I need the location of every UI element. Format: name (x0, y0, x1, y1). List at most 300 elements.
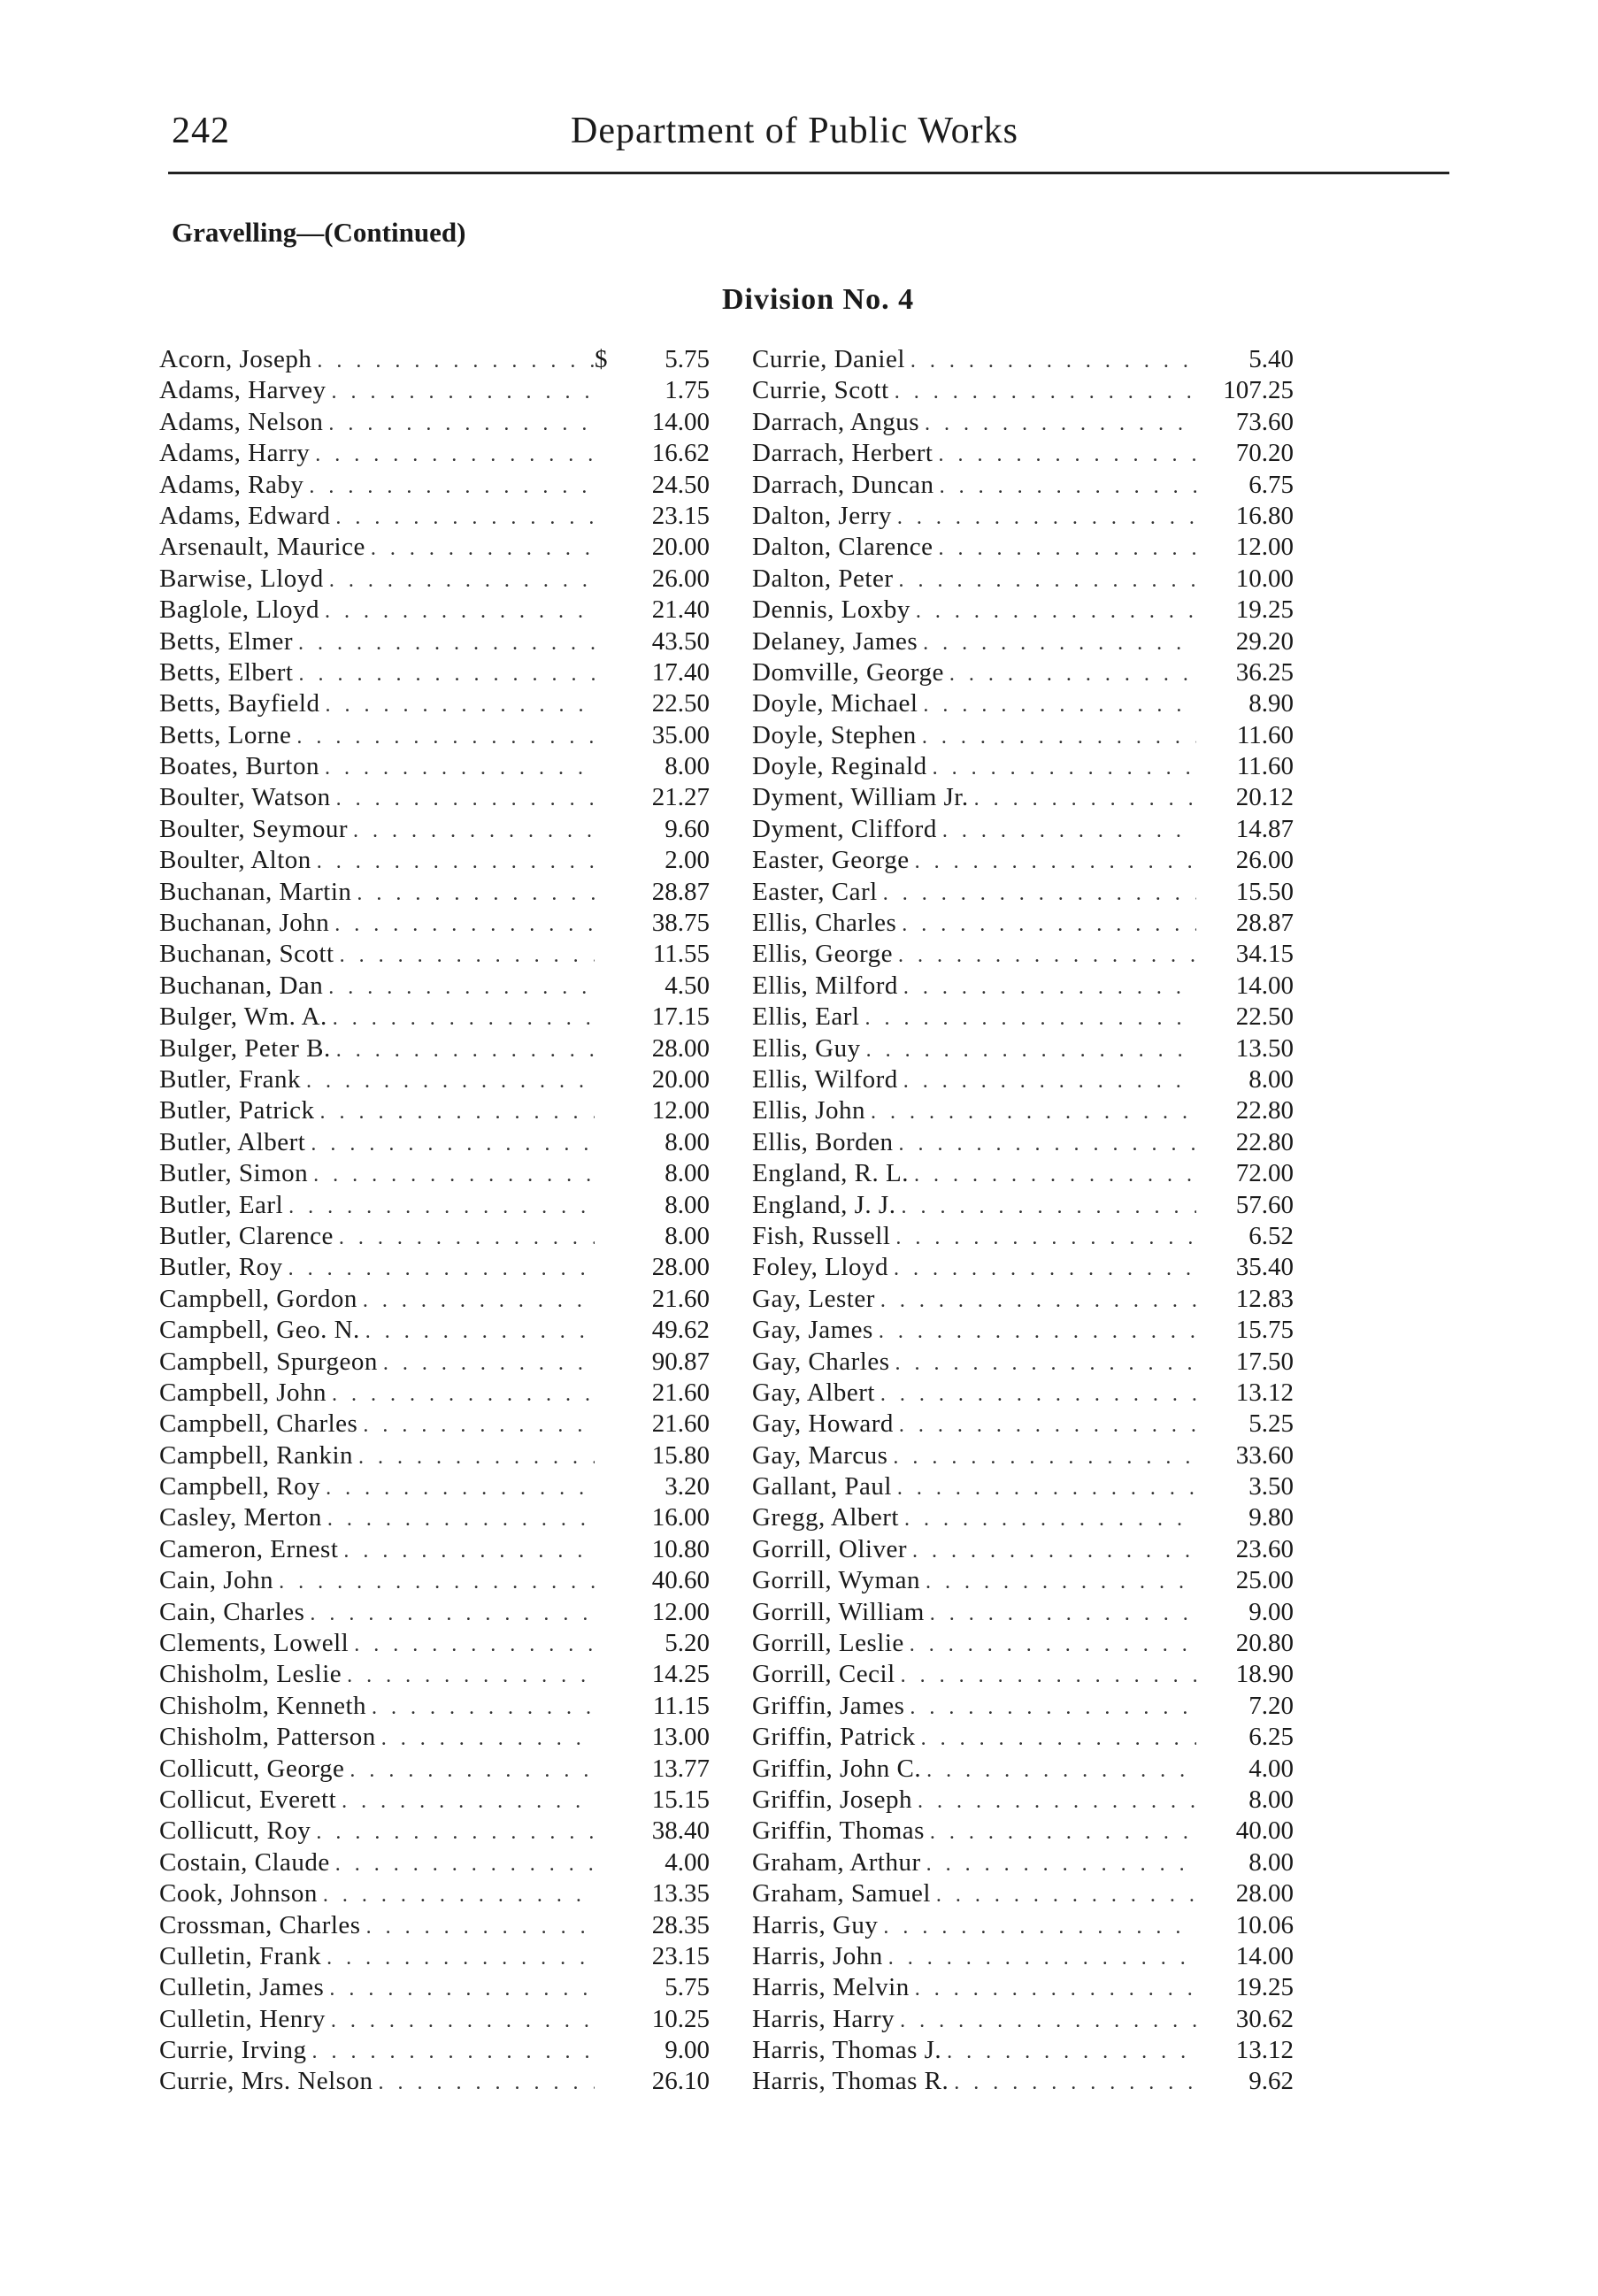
list-item (752, 1095, 1294, 1126)
list-item (752, 1190, 1294, 1221)
list-item (159, 501, 710, 532)
dot-leader (336, 1035, 595, 1066)
list-item (752, 877, 1294, 908)
payee-name: Gay, Howard (752, 1409, 894, 1439)
list-item (752, 2035, 1294, 2066)
dot-leader (378, 2068, 595, 2099)
list-item (752, 1910, 1294, 1941)
list-item (159, 438, 710, 469)
payee-name: Adams, Harvey (159, 376, 327, 405)
dot-leader (930, 1817, 1196, 1848)
payee-name: Butler, Earl (159, 1190, 284, 1219)
payee-name: Griffin, James (752, 1691, 905, 1720)
list-item (752, 845, 1294, 876)
payment-amount: 8.00 (665, 1159, 710, 1188)
list-item (752, 595, 1294, 626)
dot-leader (340, 941, 595, 971)
payee-name: Griffin, Joseph (752, 1785, 912, 1814)
payee-name: Butler, Albert (159, 1127, 306, 1156)
payment-amount: 6.52 (1248, 1221, 1294, 1250)
payment-amount: 22.80 (1235, 1127, 1294, 1156)
list-item (752, 564, 1294, 595)
dot-leader (895, 1223, 1196, 1254)
payee-name: Dyment, William Jr. (752, 783, 969, 812)
list-item (752, 1158, 1294, 1189)
payee-name: Currie, Daniel (752, 345, 905, 373)
list-item (159, 1502, 710, 1533)
list-item (159, 1471, 710, 1502)
payment-amount: 22.80 (1235, 1096, 1294, 1125)
payee-name: Harris, Thomas R. (752, 2067, 949, 2096)
payee-name: Dyment, Clifford (752, 814, 937, 843)
dot-leader (381, 1724, 595, 1755)
payment-amount: 14.00 (1235, 971, 1294, 1000)
payee-name: Campbell, Geo. N. (159, 1316, 360, 1345)
list-item (159, 1847, 710, 1878)
list-item (159, 1722, 710, 1753)
dot-leader (866, 1035, 1196, 1066)
payee-name: Betts, Elmer (159, 626, 293, 656)
dot-leader (883, 1912, 1196, 1943)
payment-amount: 16.00 (651, 1503, 710, 1532)
list-item (752, 1722, 1294, 1753)
dot-leader (336, 784, 595, 815)
payment-amount: 20.00 (651, 533, 710, 562)
dot-leader (949, 659, 1196, 690)
payee-name: Adams, Nelson (159, 407, 324, 436)
dot-leader (899, 1129, 1196, 1160)
dot-leader (904, 1504, 1196, 1535)
list-item (752, 1628, 1294, 1659)
payment-amount: 15.80 (651, 1440, 710, 1470)
list-item (752, 1502, 1294, 1533)
payee-name: Dalton, Jerry (752, 501, 892, 530)
payment-amount: 70.20 (1235, 439, 1294, 468)
payment-amount: 12.00 (1235, 533, 1294, 562)
payee-name: Dennis, Loxby (752, 595, 910, 625)
payment-amount: 14.00 (651, 407, 710, 436)
payee-name: Domville, George (752, 657, 944, 687)
list-item (752, 2066, 1294, 2097)
dot-leader (897, 503, 1196, 534)
dot-leader (936, 1880, 1196, 1911)
payee-name: Betts, Lorne (159, 720, 292, 749)
dot-leader (334, 910, 595, 941)
payee-name: Campbell, Gordon (159, 1284, 357, 1313)
payment-amount: 43.50 (651, 626, 710, 656)
payee-name: Gay, Marcus (752, 1440, 888, 1470)
dot-leader (899, 565, 1196, 596)
list-item (159, 1659, 710, 1690)
payee-name: England, J. J. (752, 1190, 896, 1219)
list-item (752, 1785, 1294, 1816)
payment-amount: 28.00 (651, 1033, 710, 1063)
payee-name: Gregg, Albert (752, 1503, 899, 1532)
payee-name: Butler, Clarence (159, 1221, 334, 1250)
dot-leader (947, 2037, 1196, 2068)
payee-name: Darrach, Herbert (752, 439, 933, 468)
payment-amount: 26.00 (1235, 846, 1294, 875)
dot-leader (317, 847, 595, 878)
payee-name: Fish, Russell (752, 1221, 891, 1250)
list-item (159, 375, 710, 406)
payee-name: Easter, George (752, 846, 910, 875)
list-item (159, 845, 710, 876)
payee-name: Gay, Charles (752, 1347, 890, 1376)
payment-amount: 16.62 (651, 439, 710, 468)
dot-leader (298, 628, 595, 659)
dot-leader (938, 440, 1196, 471)
list-item (752, 1972, 1294, 2003)
payment-amount: 38.75 (651, 909, 710, 938)
list-item (752, 971, 1294, 1002)
payee-name: Darrach, Duncan (752, 470, 934, 499)
dot-leader (930, 1599, 1196, 1630)
payment-amount: 8.00 (1248, 1064, 1294, 1094)
list-item (159, 1597, 710, 1628)
payee-name: Gorrill, Oliver (752, 1534, 908, 1563)
payee-name: Harris, John (752, 1941, 883, 1970)
dot-leader (899, 1410, 1196, 1441)
list-item (159, 1785, 710, 1816)
dot-leader (296, 722, 595, 753)
list-item (752, 1534, 1294, 1565)
dot-leader (326, 1473, 595, 1504)
payment-amount: 8.00 (665, 1221, 710, 1250)
payment-amount: 9.80 (1248, 1503, 1294, 1532)
payment-amount: 23.15 (651, 501, 710, 530)
list-item (159, 1127, 710, 1158)
dot-leader (363, 1410, 595, 1441)
payee-name: Graham, Arthur (752, 1847, 921, 1877)
payee-name: Campbell, Roy (159, 1472, 321, 1501)
payment-amount: 28.00 (1235, 1879, 1294, 1908)
payment-amount: 21.27 (651, 783, 710, 812)
payee-name: Ellis, Charles (752, 909, 897, 938)
dot-leader (329, 1974, 595, 2005)
list-item (159, 1440, 710, 1471)
dot-leader (912, 1536, 1196, 1567)
list-item (159, 1565, 710, 1596)
list-item (752, 1754, 1294, 1785)
list-item (752, 1659, 1294, 1690)
payment-amount: 34.15 (1235, 940, 1294, 969)
payee-name: Harris, Melvin (752, 1973, 910, 2002)
payee-name: Chisholm, Patterson (159, 1723, 376, 1752)
payee-name: Butler, Simon (159, 1159, 309, 1188)
payee-name: Butler, Frank (159, 1064, 301, 1094)
list-item (752, 1565, 1294, 1596)
payee-name: Doyle, Stephen (752, 720, 917, 749)
currency-sign: $ (595, 345, 608, 373)
section-heading: Gravelling—(Continued) (172, 217, 466, 248)
dot-leader (279, 1567, 595, 1598)
dot-leader (910, 346, 1196, 377)
payee-name: Crossman, Charles (159, 1910, 361, 1939)
dot-leader (317, 346, 595, 377)
dot-leader (922, 722, 1196, 753)
payment-amount: 11.15 (652, 1691, 710, 1720)
dot-leader (323, 1880, 595, 1911)
payment-amount: 19.25 (1235, 595, 1294, 625)
list-item (159, 814, 710, 845)
dot-leader (880, 1286, 1196, 1317)
list-item (752, 1221, 1294, 1252)
payee-name: Gay, Lester (752, 1284, 875, 1313)
payee-name: Campbell, Spurgeon (159, 1347, 378, 1376)
list-item (159, 720, 710, 751)
payment-amount: 10.25 (651, 2004, 710, 2033)
payee-name: Costain, Claude (159, 1847, 330, 1877)
right-column (752, 344, 1294, 2098)
dot-leader (335, 1849, 595, 1880)
list-item (752, 1847, 1294, 1878)
payment-amount: 73.60 (1235, 407, 1294, 436)
list-item (159, 1347, 710, 1378)
dot-leader (898, 941, 1196, 971)
dot-leader (910, 1693, 1196, 1724)
dot-leader (363, 1286, 595, 1317)
dot-leader (298, 659, 595, 690)
payee-name: Boulter, Alton (159, 846, 311, 875)
payment-amount: 21.60 (651, 1378, 710, 1407)
payment-amount: 36.25 (1235, 657, 1294, 687)
list-item (752, 375, 1294, 406)
list-item (159, 1190, 710, 1221)
dot-leader (316, 1817, 595, 1848)
list-item (159, 1284, 710, 1315)
list-item (752, 1127, 1294, 1158)
list-item (159, 1534, 710, 1565)
payee-name: Griffin, Patrick (752, 1723, 916, 1752)
dot-leader (306, 1066, 595, 1097)
list-item (159, 782, 710, 813)
payee-name: Cook, Johnson (159, 1879, 318, 1908)
list-item (752, 1691, 1294, 1722)
dot-leader (903, 972, 1196, 1003)
dot-leader (925, 409, 1196, 440)
payment-amount: 1.75 (665, 376, 710, 405)
list-item (752, 1347, 1294, 1378)
dot-leader (897, 1473, 1196, 1504)
list-item (159, 1910, 710, 1941)
dot-leader (883, 879, 1196, 910)
payee-name: Ellis, Wilford (752, 1064, 898, 1094)
dot-leader (327, 1943, 595, 1974)
payment-amount: 13.35 (651, 1879, 710, 1908)
list-item (752, 1033, 1294, 1064)
list-item (752, 1064, 1294, 1095)
dot-leader (871, 1097, 1196, 1128)
list-item (752, 470, 1294, 501)
payee-name: Cameron, Ernest (159, 1534, 339, 1563)
payee-name: Barwise, Lloyd (159, 564, 324, 593)
payee-name: Boulter, Seymour (159, 814, 349, 843)
dot-leader (309, 472, 595, 503)
dot-leader (354, 1630, 595, 1661)
list-item (159, 908, 710, 939)
payment-amount: 7.20 (1248, 1691, 1294, 1720)
payment-amount: 8.90 (1248, 689, 1294, 718)
payment-amount: 30.62 (1235, 2004, 1294, 2033)
list-item (752, 688, 1294, 719)
payee-name: Ellis, John (752, 1096, 865, 1125)
left-column (159, 344, 710, 2098)
payment-amount: 5.40 (1248, 345, 1294, 373)
list-item (159, 532, 710, 563)
list-item (752, 501, 1294, 532)
payment-amount: 4.50 (665, 971, 710, 1000)
payee-name: Adams, Harry (159, 439, 311, 468)
list-item (159, 877, 710, 908)
payment-amount: 10.00 (1235, 564, 1294, 593)
list-item (752, 751, 1294, 782)
dot-leader (383, 1348, 595, 1379)
dot-leader (933, 753, 1196, 784)
dot-leader (893, 1442, 1196, 1473)
payee-name: Bulger, Peter B. (159, 1033, 331, 1063)
payee-name: Currie, Mrs. Nelson (159, 2067, 373, 2096)
list-item (159, 1378, 710, 1409)
payment-amount: 28.87 (651, 877, 710, 906)
payment-amount: 9.00 (665, 2036, 710, 2065)
payment-amount: 26.00 (651, 564, 710, 593)
dot-leader (902, 910, 1196, 941)
dot-leader (335, 503, 595, 534)
list-item (159, 1628, 710, 1659)
payee-name: England, R. L. (752, 1159, 909, 1188)
payment-amount: 107.25 (1223, 376, 1294, 405)
payee-name: Harris, Guy (752, 1910, 879, 1939)
header-rule (168, 172, 1449, 174)
payment-amount: 12.00 (651, 1597, 710, 1626)
dot-leader (915, 1974, 1196, 2005)
dot-leader (903, 1066, 1196, 1097)
list-item (752, 1941, 1294, 1972)
payment-amount: 40.60 (651, 1566, 710, 1595)
list-item (752, 814, 1294, 845)
dot-leader (343, 1536, 595, 1567)
payee-name: Adams, Raby (159, 470, 304, 499)
payee-name: Collicut, Everett (159, 1785, 337, 1814)
dot-leader (329, 565, 595, 596)
page-number: 242 (172, 111, 230, 151)
payment-amount: 12.00 (651, 1096, 710, 1125)
payment-amount: 22.50 (1235, 1002, 1294, 1032)
dot-leader (353, 816, 595, 847)
payment-amount: 13.12 (1235, 2036, 1294, 2065)
list-item (159, 1409, 710, 1440)
dot-leader (938, 534, 1196, 564)
dot-leader (325, 690, 595, 721)
dot-leader (333, 1003, 595, 1034)
payee-name: Culletin, Henry (159, 2004, 326, 2033)
payment-amount: 15.75 (1235, 1316, 1294, 1345)
dot-leader (327, 1504, 595, 1535)
payee-name: Collicutt, Roy (159, 1816, 311, 1846)
dot-leader (910, 1630, 1196, 1661)
payment-amount: 14.87 (1235, 814, 1294, 843)
payee-name: Campbell, Charles (159, 1409, 358, 1439)
list-item (159, 1691, 710, 1722)
list-item (752, 939, 1294, 970)
payment-amount: 18.90 (1235, 1660, 1294, 1689)
dot-leader (923, 690, 1196, 721)
list-item (159, 2035, 710, 2066)
list-item (159, 1033, 710, 1064)
dot-leader (940, 472, 1196, 503)
payee-name: Ellis, George (752, 940, 893, 969)
dot-leader (901, 1192, 1196, 1223)
payment-amount: 8.00 (1248, 1785, 1294, 1814)
list-item (752, 720, 1294, 751)
payment-amount: 17.40 (651, 657, 710, 687)
dot-leader (372, 1693, 595, 1724)
list-item (159, 470, 710, 501)
dot-leader (918, 1786, 1196, 1817)
payee-name: Buchanan, Martin (159, 877, 352, 906)
payment-amount: 24.50 (651, 470, 710, 499)
dot-leader (366, 1912, 595, 1943)
payee-name: Graham, Samuel (752, 1879, 931, 1908)
payee-name: Cain, John (159, 1566, 274, 1595)
list-item (752, 1597, 1294, 1628)
list-item (752, 2004, 1294, 2035)
payee-name: Currie, Irving (159, 2036, 307, 2065)
dot-leader (921, 1724, 1196, 1755)
payee-name: Buchanan, John (159, 909, 330, 938)
payment-amount: 35.40 (1235, 1253, 1294, 1282)
list-item (752, 438, 1294, 469)
dot-leader (915, 847, 1196, 878)
dot-leader (926, 1567, 1196, 1598)
dot-leader (342, 1786, 595, 1817)
list-item (159, 1002, 710, 1033)
list-item (752, 1471, 1294, 1502)
payment-amount: 9.62 (1248, 2067, 1294, 2096)
payee-name: Chisholm, Leslie (159, 1660, 342, 1689)
payee-name: Gorrill, Leslie (752, 1629, 904, 1658)
payee-name: Butler, Roy (159, 1253, 283, 1282)
list-item (752, 1252, 1294, 1283)
payment-amount: 15.50 (1235, 877, 1294, 906)
payment-amount: 22.50 (651, 689, 710, 718)
payment-amount: 33.60 (1235, 1440, 1294, 1470)
payment-amount: 5.75 (665, 345, 710, 373)
list-item (159, 1941, 710, 1972)
list-item (752, 1440, 1294, 1471)
dot-leader (926, 1849, 1196, 1880)
payment-amount: 8.00 (1248, 1847, 1294, 1877)
dot-leader (365, 1317, 595, 1348)
list-item (752, 1002, 1294, 1033)
payment-amount: 6.25 (1248, 1723, 1294, 1752)
payee-name: Casley, Merton (159, 1503, 322, 1532)
payee-name: Campbell, Rankin (159, 1440, 354, 1470)
dot-leader (288, 1254, 595, 1285)
payee-name: Doyle, Michael (752, 689, 918, 718)
payment-amount: 6.75 (1248, 470, 1294, 499)
dot-leader (339, 1223, 595, 1254)
payment-amount: 38.40 (651, 1816, 710, 1846)
list-item (159, 2004, 710, 2035)
payment-amount: 49.62 (651, 1316, 710, 1345)
payee-name: Harris, Thomas J. (752, 2036, 942, 2065)
payment-amount: 4.00 (1248, 1754, 1294, 1783)
payee-name: Culletin, James (159, 1973, 325, 2002)
list-item (159, 344, 710, 375)
payee-name: Easter, Carl (752, 877, 878, 906)
